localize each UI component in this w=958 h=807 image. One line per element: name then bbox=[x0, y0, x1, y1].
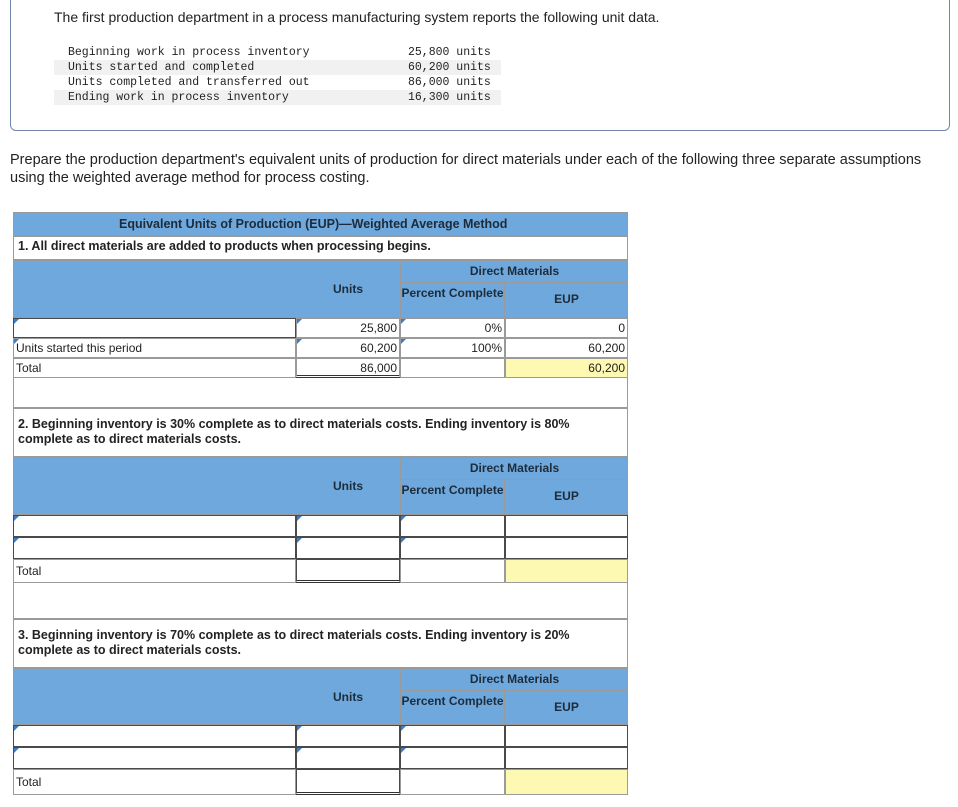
percent-complete-header: Percent Complete bbox=[400, 691, 505, 725]
row-label-select[interactable] bbox=[13, 318, 296, 338]
total-label: Total bbox=[13, 559, 296, 583]
problem-intro: The first production department in a process manufacturing system reports the following unit data. bbox=[54, 9, 660, 25]
eup-input[interactable] bbox=[505, 515, 628, 537]
percent-input[interactable] bbox=[400, 747, 505, 769]
eup-header: EUP bbox=[554, 292, 579, 306]
eup-value: 60,200 bbox=[505, 338, 628, 358]
units-value[interactable]: 25,800 bbox=[296, 318, 400, 338]
total-units-input[interactable] bbox=[296, 769, 400, 795]
row-label-select[interactable] bbox=[13, 725, 296, 747]
percent-input[interactable] bbox=[400, 537, 505, 559]
units-input[interactable] bbox=[296, 725, 400, 747]
units-input[interactable] bbox=[296, 747, 400, 769]
section-1-header bbox=[13, 260, 628, 318]
units-header: Units bbox=[333, 282, 363, 296]
section-1-title: 1. All direct materials are added to products when processing begins. bbox=[13, 236, 628, 260]
total-eup: 60,200 bbox=[505, 358, 628, 378]
table-row bbox=[13, 318, 628, 338]
percent-complete-header: Percent Complete bbox=[400, 283, 505, 318]
direct-materials-header: Direct Materials bbox=[400, 668, 628, 691]
empty-cell bbox=[400, 358, 505, 378]
unit-data-row: Units completed and transferred out 86,000 units bbox=[54, 75, 501, 90]
table-row bbox=[13, 747, 628, 769]
percent-value[interactable]: 100% bbox=[400, 338, 505, 358]
unit-data-row: Beginning work in process inventory 25,800 units bbox=[54, 45, 501, 60]
unit-data-table bbox=[54, 45, 501, 105]
total-label: Total bbox=[13, 769, 296, 795]
table-row bbox=[13, 725, 628, 747]
percent-input[interactable] bbox=[400, 515, 505, 537]
spacer bbox=[13, 583, 628, 619]
total-row bbox=[13, 769, 628, 795]
eup-input[interactable] bbox=[505, 537, 628, 559]
units-input[interactable] bbox=[296, 537, 400, 559]
direct-materials-header: Direct Materials bbox=[400, 457, 628, 480]
percent-complete-header: Percent Complete bbox=[400, 480, 505, 515]
instructions: Prepare the production department's equivalent units of production for direct materials under each of the following three separate assumptions using the weighted average method for process costing. bbox=[10, 152, 922, 186]
units-header: Units bbox=[333, 690, 363, 704]
total-units: 86,000 bbox=[296, 358, 400, 378]
table-row bbox=[13, 338, 628, 358]
total-row bbox=[13, 358, 628, 378]
empty-cell bbox=[400, 769, 505, 795]
units-input[interactable] bbox=[296, 515, 400, 537]
eup-input[interactable] bbox=[505, 747, 628, 769]
empty-cell bbox=[400, 559, 505, 583]
unit-data-row: Ending work in process inventory 16,300 units bbox=[54, 90, 501, 105]
eup-header: EUP bbox=[554, 700, 579, 714]
units-value[interactable]: 60,200 bbox=[296, 338, 400, 358]
total-row bbox=[13, 559, 628, 583]
total-eup bbox=[505, 769, 628, 795]
table-row bbox=[13, 537, 628, 559]
percent-input[interactable] bbox=[400, 725, 505, 747]
row-label-select[interactable]: Units started this period bbox=[13, 338, 296, 358]
eup-header: EUP bbox=[554, 489, 579, 503]
total-units-input[interactable] bbox=[296, 559, 400, 583]
percent-value[interactable]: 0% bbox=[400, 318, 505, 338]
unit-data-row: Units started and completed 60,200 units bbox=[54, 60, 501, 75]
total-eup bbox=[505, 559, 628, 583]
direct-materials-header: Direct Materials bbox=[400, 260, 628, 283]
units-header: Units bbox=[333, 479, 363, 493]
eup-value: 0 bbox=[505, 318, 628, 338]
section-2-title: 2. Beginning inventory is 30% complete as to direct materials costs. Ending inventory is 80% complete as to direct materials costs. bbox=[13, 408, 628, 457]
total-label: Total bbox=[13, 358, 296, 378]
row-label-select[interactable] bbox=[13, 515, 296, 537]
row-label-select[interactable] bbox=[13, 537, 296, 559]
section-2-header bbox=[13, 457, 628, 515]
spacer bbox=[13, 378, 628, 408]
row-label-select[interactable] bbox=[13, 747, 296, 769]
worksheet-title: Equivalent Units of Production (EUP)—Weighted Average Method bbox=[13, 212, 628, 236]
table-row bbox=[13, 515, 628, 537]
eup-input[interactable] bbox=[505, 725, 628, 747]
section-3-header bbox=[13, 668, 628, 725]
section-3-title: 3. Beginning inventory is 70% complete as to direct materials costs. Ending inventory is 20% complete as to direct materials costs. bbox=[13, 619, 628, 668]
